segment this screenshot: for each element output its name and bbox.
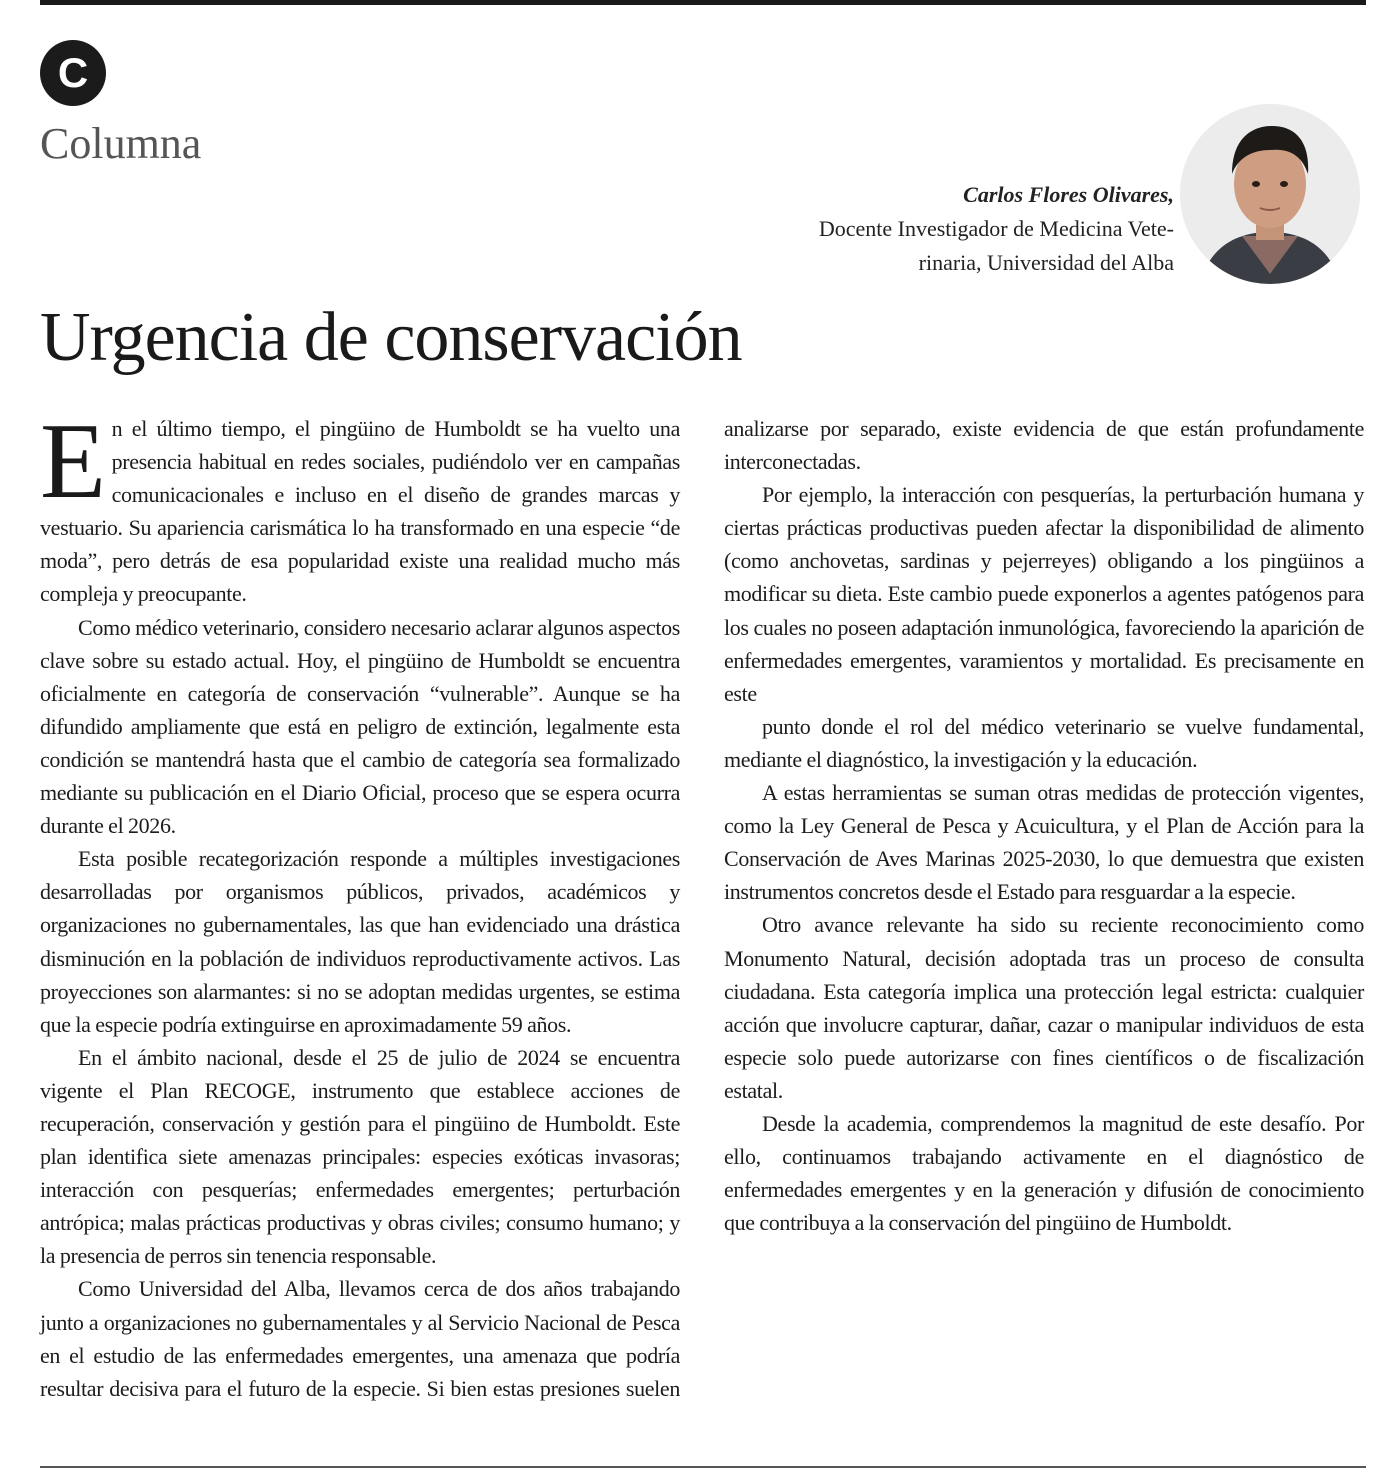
article-paragraph-8: A estas herramientas se suman otras medidas de protección vigentes, como la Ley General de Pesca y Acuicultura, y el Plan de Acción para la Conservación de Aves Marinas 2025-2030, lo que demuestra que existen instrumentos concretos desde el Estado para resguardar a la especie. <box>724 780 1364 905</box>
article-body <box>40 402 1364 1452</box>
article-paragraph-5: Como Universidad del Alba, llevamos cerca de dos años trabajando junto a organizaciones no gubernamentales y al Servicio Nacional de Pesca en el estudio de las enfermedades emergentes, una amenaza que podría resultar decisiva para el futuro de la especie. Si bien estas presiones suelen analizarse por separado, existe evidencia de que están profundamente interconectadas. <box>40 416 1364 1401</box>
author-portrait <box>1180 104 1360 284</box>
article-paragraph-4: En el ámbito nacional, desde el 25 de julio de 2024 se encuentra vigente el Plan RECOGE, instrumento que establece acciones de recuperación, conservación y gestión para el pingüino de Humboldt. Este plan identifica siete amenazas principales: especies exóticas invasoras; interacción con pesquerías; enfermedades emergentes; perturbación antrópica; malas prácticas productivas y obras civiles; consumo humano; y la presencia de perros sin tenencia responsable. <box>40 1044 680 1269</box>
article-paragraph-2: Como médico veterinario, considero necesario aclarar algunos aspectos clave sobre su estado actual. Hoy, el pingüino de Humboldt se encuentra oficialmente en categoría de conservación “vulnerable”. Aunque se ha difundido ampliamente que está en peligro de extinción, legalmente esta condición se mantendrá hasta que el cambio de categoría sea formalizado mediante su publicación en el Diario Oficial, proceso que se espera ocurra durante el 2026. <box>40 614 680 839</box>
top-rule <box>40 0 1366 5</box>
author-role-line-2: rinaria, Universidad del Alba <box>918 250 1174 275</box>
article-paragraph-6: Por ejemplo, la interacción con pesquerías, la perturbación humana y ciertas prácticas productivas pueden afectar la disponibilidad de alimento (como anchovetas, sardinas y pejerreyes) obligando a los pingüinos a modificar su dieta. Este cambio puede exponerlos a agentes patógenos para los cuales no poseen adaptación inmunológica, favoreciendo la aparición de enfermedades emergentes, varamientos y mortalidad. Es precisamente en este <box>724 482 1364 706</box>
article-paragraph-9: Otro avance relevante ha sido su reciente reconocimiento como Monumento Natural, decisión adoptada tras un proceso de consulta ciudadana. Esta categoría implica una protección legal estricta: cualquier acción que involucre capturar, dañar, cazar o manipular individuos de esta especie solo puede autorizarse con fines científicos o de fiscalización estatal. <box>724 912 1364 1103</box>
bottom-rule <box>40 1466 1366 1468</box>
article-paragraph-7: punto donde el rol del médico veterinario se vuelve fundamental, mediante el diagnóstico, la investigación y la educación. <box>724 713 1364 772</box>
drop-cap: E <box>40 402 106 521</box>
author-portrait-image <box>1180 104 1360 284</box>
section-label: Columna <box>40 119 202 168</box>
article-paragraph-3: Esta posible recategorización responde a múltiples investigaciones desarrolladas por organismos públicos, privados, académicos y organizaciones no gubernamentales, las que han evidenciado una drástica disminución en la población de individuos reproductivamente activos. Las proyecciones son alarmantes: si no se adoptan medidas urgentes, se estima que la especie podría extinguirse en aproximadamente 59 años. <box>40 846 680 1037</box>
author-role-line-1: Docente Investigador de Medicina Vete- <box>818 216 1174 241</box>
byline <box>819 178 1174 280</box>
paragraph-text: n el último tiempo, el pingüino de Humboldt se ha vuelto una presencia habitual en redes sociales, pudiéndolo ver en campañas comunicacionales e incluso en el diseño de grandes marcas y vestuario. Su apariencia carismática lo ha transformado en una especie “de moda”, pero detrás de esa popularidad existe una realidad mucho más compleja y preocupante. <box>40 416 680 607</box>
article-paragraph-1 <box>40 402 680 611</box>
headline: Urgencia de conservación <box>40 299 742 376</box>
column-badge: C <box>40 40 106 106</box>
author-name: Carlos Flores Olivares, <box>963 182 1174 207</box>
article-paragraph-10: Desde la academia, comprendemos la magnitud de este desafío. Por ello, continuamos trabajando activamente en el diagnóstico de enfermedades emergentes y en la generación y difusión de conocimiento que contribuya a la conservación del pingüino de Humboldt. <box>724 1110 1364 1236</box>
